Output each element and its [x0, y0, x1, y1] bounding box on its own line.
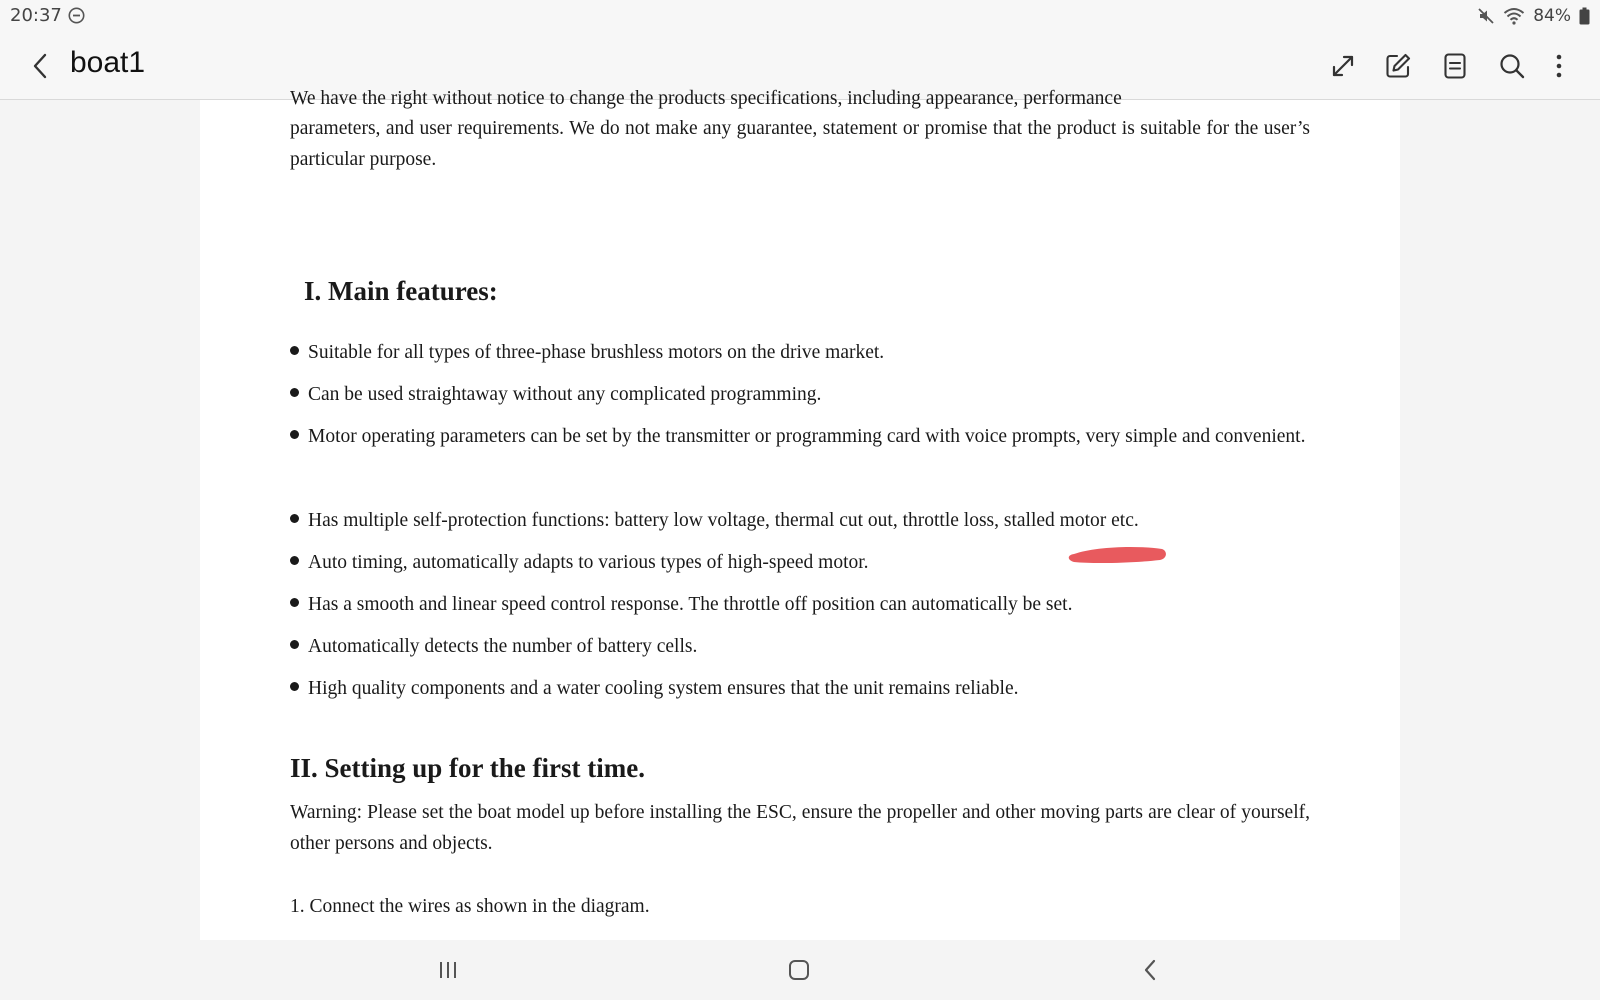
bullet-icon — [290, 388, 299, 397]
expand-icon — [1330, 53, 1356, 79]
feature-text: Has multiple self-protection functions: battery low voltage, thermal cut out, throttle loss, stalled motor etc. — [308, 510, 1139, 531]
document-title: boat1 — [70, 46, 146, 79]
feature-text: Automatically detects the number of battery cells. — [308, 636, 698, 657]
feature-text: Motor operating parameters can be set by the transmitter or programming card with voice prompts, very simple and convenient. — [308, 426, 1306, 447]
recent-apps-icon — [437, 960, 459, 980]
feature-item — [290, 626, 1310, 668]
bullet-icon — [290, 598, 299, 607]
step-1-text: 1. Connect the wires as shown in the diagram. — [290, 896, 650, 917]
bullet-icon — [290, 514, 299, 523]
bullet-icon — [290, 346, 299, 355]
section-1-heading: I. Main features: — [304, 276, 498, 306]
reader-mode-icon — [1442, 52, 1468, 80]
home-icon — [788, 959, 810, 981]
feature-text: Can be used straightaway without any complicated programming. — [308, 384, 822, 405]
back-nav-icon — [1143, 959, 1157, 981]
back-icon — [32, 53, 48, 79]
navigation-bar — [0, 940, 1600, 1000]
document-cut-line: We have the right without notice to change the products specifications, including appearance, performance — [290, 88, 1122, 109]
feature-text: High quality components and a water cooling system ensures that the unit remains reliable. — [308, 678, 1019, 699]
edit-icon — [1384, 52, 1412, 80]
back-button[interactable] — [24, 48, 56, 84]
mute-icon — [1477, 7, 1495, 25]
wifi-icon — [1503, 7, 1525, 25]
back-nav-button[interactable] — [1130, 952, 1170, 988]
red-pen-annotation — [1064, 537, 1172, 567]
bullet-icon — [290, 682, 299, 691]
reader-mode-button[interactable] — [1437, 48, 1473, 84]
battery-percent: 84% — [1533, 6, 1571, 26]
do-not-disturb-icon — [68, 7, 85, 24]
feature-item — [290, 668, 1310, 710]
feature-text: Auto timing, automatically adapts to various types of high-speed motor. — [308, 552, 869, 573]
section-2-heading: II. Setting up for the first time. — [290, 753, 645, 783]
status-bar — [0, 0, 1600, 32]
warning-paragraph: Warning: Please set the boat model up before installing the ESC, ensure the propeller and other moving parts are clear of yourself, other persons and objects. — [290, 802, 1310, 854]
edit-button[interactable] — [1380, 48, 1416, 84]
more-icon — [1555, 53, 1563, 79]
more-options-button[interactable] — [1541, 48, 1577, 84]
feature-text: Has a smooth and linear speed control response. The throttle off position can automatically be set. — [308, 594, 1073, 615]
expand-button[interactable] — [1325, 48, 1361, 84]
feature-item — [290, 416, 1310, 458]
status-icons — [1477, 5, 1590, 27]
recent-apps-button[interactable] — [428, 952, 468, 988]
document-page — [200, 88, 1400, 940]
status-time: 20:37 — [10, 5, 62, 26]
bullet-icon — [290, 430, 299, 439]
feature-item — [290, 500, 1310, 542]
home-button[interactable] — [779, 952, 819, 988]
feature-item — [290, 584, 1310, 626]
search-icon — [1498, 52, 1526, 80]
feature-item — [290, 332, 1310, 374]
feature-text: Suitable for all types of three-phase brushless motors on the drive market. — [308, 342, 885, 363]
bullet-icon — [290, 640, 299, 649]
document-intro: parameters, and user requirements. We do not make any guarantee, statement or promise that the product is suitable for the user’s particular purpose. — [290, 118, 1310, 170]
search-button[interactable] — [1494, 48, 1530, 84]
feature-item — [290, 374, 1310, 416]
battery-icon — [1579, 7, 1590, 25]
bullet-icon — [290, 556, 299, 565]
